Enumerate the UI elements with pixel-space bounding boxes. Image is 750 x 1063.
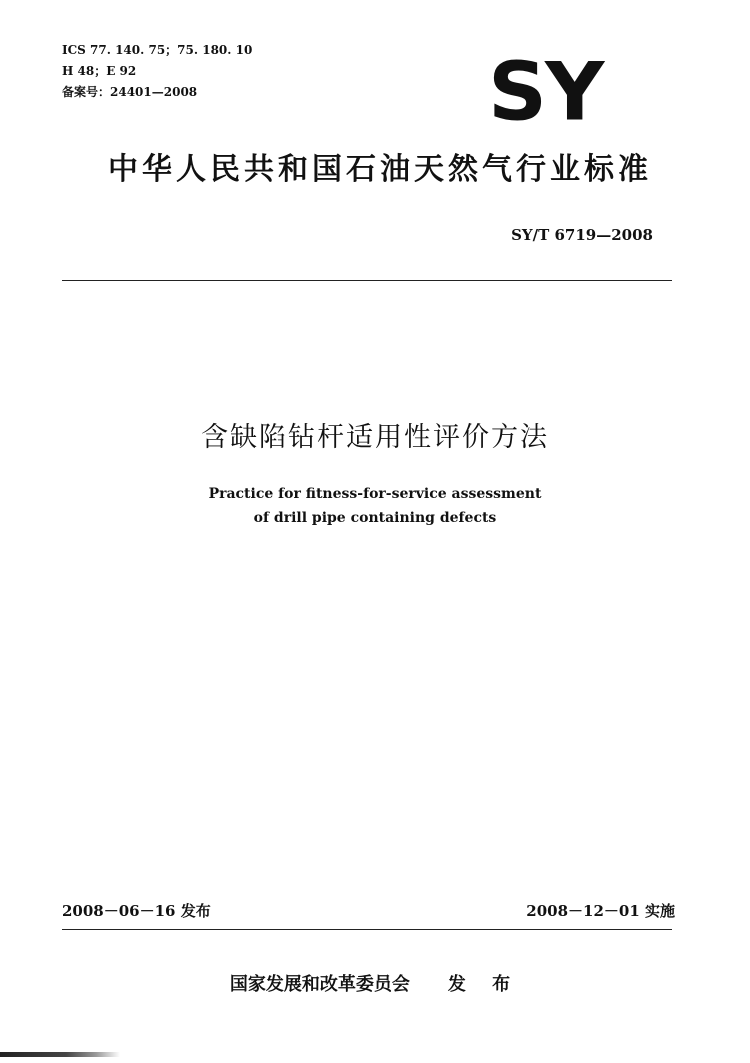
issuer-name: 国家发展和改革委员会 (229, 974, 410, 995)
document-title-en (0, 482, 750, 530)
issue-verb: 发 布 (447, 974, 521, 995)
scan-artifact (0, 1052, 120, 1057)
document-title-en-line1: Practice for fitness-for-service assessment (208, 486, 542, 502)
filing-number: 备案号：24401—2008 (62, 85, 198, 99)
classification-codes (62, 40, 252, 103)
document-title-en-line2: of drill pipe containing defects (253, 510, 497, 526)
issue-date: 2008－06－16 发布 (62, 902, 211, 920)
top-divider (62, 280, 672, 281)
ics-code: ICS 77. 140. 75；75. 180. 10 (62, 43, 253, 57)
bottom-divider (62, 929, 672, 930)
document-title-cn: 含缺陷钻杆适用性评价方法 (201, 422, 549, 453)
sy-logo: SY (488, 45, 603, 140)
standard-category-title: 中华人民共和国石油天然气行业标准 (108, 152, 652, 187)
standard-number: SY/T 6719—2008 (511, 226, 653, 244)
ccs-code: H 48；E 92 (62, 64, 137, 78)
issuer-line (0, 970, 750, 996)
effective-date: 2008－12－01 实施 (526, 902, 675, 920)
